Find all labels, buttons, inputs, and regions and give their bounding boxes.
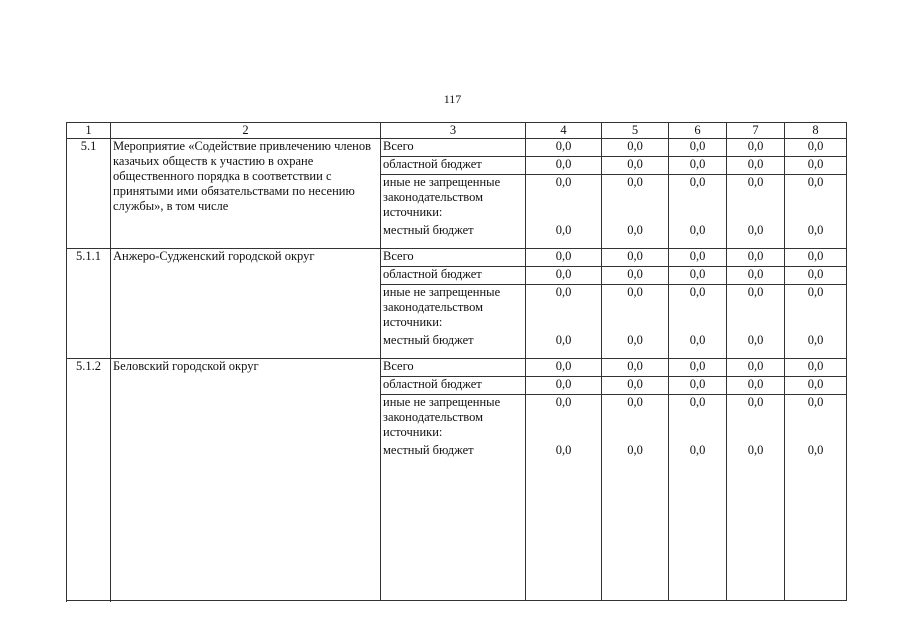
row-number: 5.1.2 — [67, 359, 111, 601]
value-total: 0,0 — [526, 359, 602, 377]
value-total: 0,0 — [669, 359, 727, 377]
value-total: 0,0 — [669, 249, 727, 267]
value-local: 0,0 — [747, 333, 764, 347]
value-other-local — [669, 175, 727, 249]
value-total: 0,0 — [602, 249, 669, 267]
value-other-local — [727, 175, 785, 249]
value-total: 0,0 — [727, 249, 785, 267]
source-total: Всего — [381, 359, 526, 377]
table-row — [67, 359, 847, 377]
source-local: местный бюджет — [383, 223, 474, 237]
value-local: 0,0 — [689, 443, 706, 457]
table-body — [67, 123, 847, 601]
value-other-local — [727, 285, 785, 359]
table-row — [67, 139, 847, 157]
value-regional: 0,0 — [602, 267, 669, 285]
value-local: 0,0 — [555, 443, 572, 457]
value-other: 0,0 — [747, 395, 764, 409]
value-total: 0,0 — [669, 139, 727, 157]
value-other-local — [602, 175, 669, 249]
source-regional: областной бюджет — [381, 267, 526, 285]
value-other: 0,0 — [555, 175, 572, 189]
source-regional: областной бюджет — [381, 157, 526, 175]
source-total: Всего — [381, 249, 526, 267]
source-other: иные не запрещенные — [383, 395, 501, 409]
value-local: 0,0 — [555, 333, 572, 347]
value-other: 0,0 — [807, 285, 824, 299]
value-local: 0,0 — [555, 223, 572, 237]
value-other-local — [669, 285, 727, 359]
header-cell: 3 — [381, 123, 526, 139]
value-other: 0,0 — [747, 175, 764, 189]
value-other-local — [526, 175, 602, 249]
value-total: 0,0 — [526, 249, 602, 267]
value-regional: 0,0 — [669, 267, 727, 285]
value-local: 0,0 — [807, 333, 824, 347]
source-local: местный бюджет — [383, 333, 474, 347]
value-total: 0,0 — [727, 359, 785, 377]
source-other: законодательством — [383, 410, 484, 424]
value-regional: 0,0 — [669, 157, 727, 175]
source-other: источники: — [383, 205, 443, 219]
value-local: 0,0 — [747, 443, 764, 457]
source-other: законодательством — [383, 190, 484, 204]
value-other: 0,0 — [627, 395, 643, 409]
value-regional: 0,0 — [727, 267, 785, 285]
source-other-local — [381, 175, 526, 249]
value-regional: 0,0 — [785, 267, 847, 285]
value-other-local — [669, 395, 727, 601]
value-local: 0,0 — [689, 223, 706, 237]
value-total: 0,0 — [602, 359, 669, 377]
value-regional: 0,0 — [727, 377, 785, 395]
header-cell: 4 — [526, 123, 602, 139]
header-cell: 8 — [785, 123, 847, 139]
value-local: 0,0 — [807, 223, 824, 237]
value-regional: 0,0 — [727, 157, 785, 175]
value-other: 0,0 — [627, 285, 643, 299]
value-local: 0,0 — [627, 443, 643, 457]
source-regional: областной бюджет — [381, 377, 526, 395]
value-other-local — [602, 395, 669, 601]
source-other: законодательством — [383, 300, 484, 314]
source-local: местный бюджет — [383, 443, 474, 457]
value-other: 0,0 — [627, 175, 643, 189]
header-cell: 2 — [111, 123, 381, 139]
value-total: 0,0 — [785, 359, 847, 377]
value-total: 0,0 — [602, 139, 669, 157]
value-other-local — [526, 285, 602, 359]
value-local: 0,0 — [627, 333, 643, 347]
value-local: 0,0 — [689, 333, 706, 347]
row-number: 5.1 — [67, 139, 111, 249]
value-other-local — [785, 285, 847, 359]
value-total: 0,0 — [785, 249, 847, 267]
value-other-local — [785, 175, 847, 249]
value-regional: 0,0 — [602, 377, 669, 395]
value-regional: 0,0 — [526, 157, 602, 175]
source-other: иные не запрещенные — [383, 175, 501, 189]
source-other: источники: — [383, 425, 443, 439]
header-cell: 5 — [602, 123, 669, 139]
row-name: Мероприятие «Содействие привлечению членов казачьих обществ к участию в охране общественного порядка в соответствии с принятыми ими обязательствами по несению службы», в том числе — [111, 139, 381, 249]
value-local: 0,0 — [747, 223, 764, 237]
value-total: 0,0 — [727, 139, 785, 157]
value-regional: 0,0 — [669, 377, 727, 395]
header-cell: 6 — [669, 123, 727, 139]
row-name: Беловский городской округ — [111, 359, 381, 601]
value-other-local — [785, 395, 847, 601]
value-other: 0,0 — [807, 175, 824, 189]
value-local: 0,0 — [627, 223, 643, 237]
value-total: 0,0 — [785, 139, 847, 157]
value-other: 0,0 — [689, 285, 706, 299]
value-other: 0,0 — [555, 285, 572, 299]
value-regional: 0,0 — [602, 157, 669, 175]
source-other-local — [381, 395, 526, 601]
page-number: 117 — [443, 92, 462, 106]
header-row — [67, 123, 847, 139]
value-other-local — [727, 395, 785, 601]
value-other: 0,0 — [807, 395, 824, 409]
source-other-local — [381, 285, 526, 359]
value-other: 0,0 — [747, 285, 764, 299]
value-other-local — [526, 395, 602, 601]
source-other: источники: — [383, 315, 443, 329]
row-number: 5.1.1 — [67, 249, 111, 359]
row-name: Анжеро-Судженский городской округ — [111, 249, 381, 359]
source-other: иные не запрещенные — [383, 285, 501, 299]
value-regional: 0,0 — [526, 377, 602, 395]
header-cell: 1 — [67, 123, 111, 139]
value-other-local — [602, 285, 669, 359]
value-other: 0,0 — [555, 395, 572, 409]
budget-table — [66, 122, 847, 601]
value-regional: 0,0 — [785, 377, 847, 395]
table-row — [67, 249, 847, 267]
source-total: Всего — [381, 139, 526, 157]
value-other: 0,0 — [689, 395, 706, 409]
value-local: 0,0 — [807, 443, 824, 457]
header-cell: 7 — [727, 123, 785, 139]
value-regional: 0,0 — [785, 157, 847, 175]
value-total: 0,0 — [526, 139, 602, 157]
value-regional: 0,0 — [526, 267, 602, 285]
value-other: 0,0 — [689, 175, 706, 189]
